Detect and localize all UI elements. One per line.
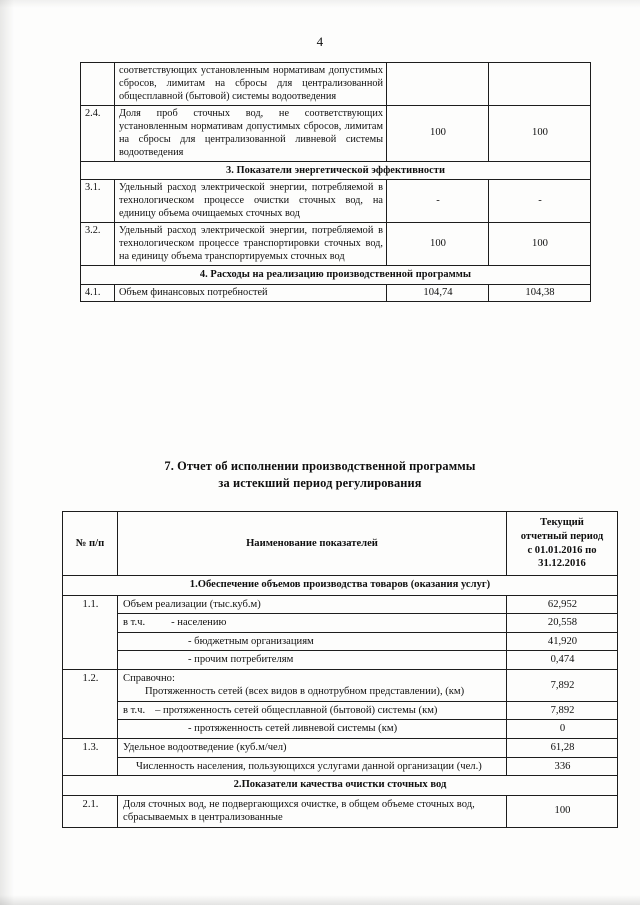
row-value-cell: 7,892: [507, 669, 618, 701]
header-period-line2: отчетный период: [520, 530, 604, 542]
table-section-row: [63, 576, 618, 596]
row-name-text: – протяженность сетей общесплавной (бытовой) системы (км): [155, 704, 438, 716]
row-number-cell: 3.1.: [81, 180, 115, 223]
row-value2-cell: 100: [489, 106, 591, 162]
row-number-cell: [81, 63, 115, 106]
section-title: 2.Показатели качества очистки сточных вод: [63, 776, 618, 796]
table-row: [63, 595, 618, 614]
table-header-row: [63, 512, 618, 576]
row-name-text: Справочно:: [123, 672, 175, 684]
section-7-heading-line2: за истекший период регулирования: [218, 475, 422, 490]
table-row: [81, 63, 591, 106]
row-prefix: в т.ч.: [123, 704, 146, 716]
program-execution-report-table: [62, 511, 618, 828]
section-7-heading-line1: 7. Отчет об исполнении производственной программы: [164, 459, 476, 473]
row-number-cell: 3.2.: [81, 223, 115, 266]
row-number-cell: 4.1.: [81, 284, 115, 301]
row-value-cell: 0,474: [507, 651, 618, 670]
row-value-cell: 336: [507, 757, 618, 776]
table-row: [63, 738, 618, 757]
header-period-line1: Текущий: [540, 517, 584, 528]
section-title: 4. Расходы на реализацию производственной программы: [81, 266, 591, 284]
table-row: [63, 795, 618, 827]
row-name-cell: Удельный расход электрической энергии, потребляемой в технологическом процессе транспортировки сточных вод, на единицу объема транспортируемых сточных вод: [115, 223, 387, 266]
table-row: [81, 284, 591, 301]
row-value-cell: 61,28: [507, 738, 618, 757]
table-row: [63, 757, 618, 776]
table-row: [63, 614, 618, 633]
row-value-cell: 0: [507, 720, 618, 739]
row-value2-cell: 100: [489, 223, 591, 266]
row-name-cell: Объем финансовых потребностей: [115, 284, 387, 301]
row-name-cell: [118, 701, 507, 720]
row-number-cell: 2.4.: [81, 106, 115, 162]
row-value-cell: 100: [507, 795, 618, 827]
section-title: 1.Обеспечение объемов производства товаров (оказания услуг): [63, 576, 618, 596]
scan-edge-left: [0, 0, 14, 905]
row-name-cell: Удельный расход электрической энергии, потребляемой в технологическом процессе очистки сточных вод, на единицу объема очищаемых сточных вод: [115, 180, 387, 223]
row-value-cell: 41,920: [507, 632, 618, 651]
scan-edge-bottom: [0, 895, 640, 905]
table-row: [63, 720, 618, 739]
row-number-cell: 2.1.: [63, 795, 118, 827]
production-program-indicators-table: [80, 62, 591, 302]
row-name-cell: соответствующих установленным нормативам допустимых сбросов, лимитам на сбросы для централизованной общесплавной (бытовой) системы водоотведения: [115, 63, 387, 106]
row-name-cell: Доля проб сточных вод, не соответствующих установленным нормативам допустимых сбросов, лимитам на сбросы для централизованной ливневой системы водоотведения: [115, 106, 387, 162]
table-row: [63, 701, 618, 720]
header-period-cell: [507, 512, 618, 576]
row-name-cell: [118, 614, 507, 633]
table-section-row: [81, 162, 591, 180]
header-period-line4: 31.12.2016: [538, 558, 586, 570]
row-number-cell: 1.1.: [63, 595, 118, 669]
row-value-cell: 62,952: [507, 595, 618, 614]
row-name-cell: Доля сточных вод, не подвергающихся очистке, в общем объеме сточных вод, сбрасываемых в централизованные: [118, 795, 507, 827]
page-number: 4: [316, 34, 324, 49]
row-name-cell: - протяженность сетей ливневой системы (км): [118, 720, 507, 739]
table-section-row: [81, 266, 591, 284]
row-value2-cell: [489, 63, 591, 106]
row-value1-cell: [387, 63, 489, 106]
row-value1-cell: 100: [387, 223, 489, 266]
row-number-cell: 1.3.: [63, 738, 118, 775]
row-name-cell: Удельное водоотведение (куб.м/чел): [118, 738, 507, 757]
header-name-cell: Наименование показателей: [118, 512, 507, 576]
table-row: [81, 180, 591, 223]
table-row: [63, 669, 618, 701]
row-value2-cell: 104,38: [489, 284, 591, 301]
row-name-cell: Объем реализации (тыс.куб.м): [118, 595, 507, 614]
row-name-cell: - бюджетным организациям: [118, 632, 507, 651]
row-value1-cell: -: [387, 180, 489, 223]
scan-edge-top: [0, 0, 640, 8]
row-value-cell: 7,892: [507, 701, 618, 720]
header-number-cell: № п/п: [63, 512, 118, 576]
header-period-line3: с 01.01.2016 по: [527, 544, 597, 556]
table-section-row: [63, 776, 618, 796]
row-name-cell: [118, 669, 507, 701]
section-title: 3. Показатели энергетической эффективности: [81, 162, 591, 180]
row-value-cell: 20,558: [507, 614, 618, 633]
table-row: [63, 651, 618, 670]
table-row: [81, 106, 591, 162]
row-name-text-secondary: Протяженность сетей (всех видов в однотрубном представлении), (км): [145, 686, 465, 698]
row-value1-cell: 104,74: [387, 284, 489, 301]
row-name-cell: - прочим потребителям: [118, 651, 507, 670]
row-number-cell: 1.2.: [63, 669, 118, 738]
row-value2-cell: -: [489, 180, 591, 223]
section-7-heading: [70, 458, 570, 491]
table-row: [81, 223, 591, 266]
row-name-text: - населению: [171, 617, 227, 629]
row-value1-cell: 100: [387, 106, 489, 162]
row-name-cell: Численность населения, пользующихся услугами данной организации (чел.): [118, 757, 507, 776]
row-prefix: в т.ч.: [123, 617, 146, 629]
table-row: [63, 632, 618, 651]
